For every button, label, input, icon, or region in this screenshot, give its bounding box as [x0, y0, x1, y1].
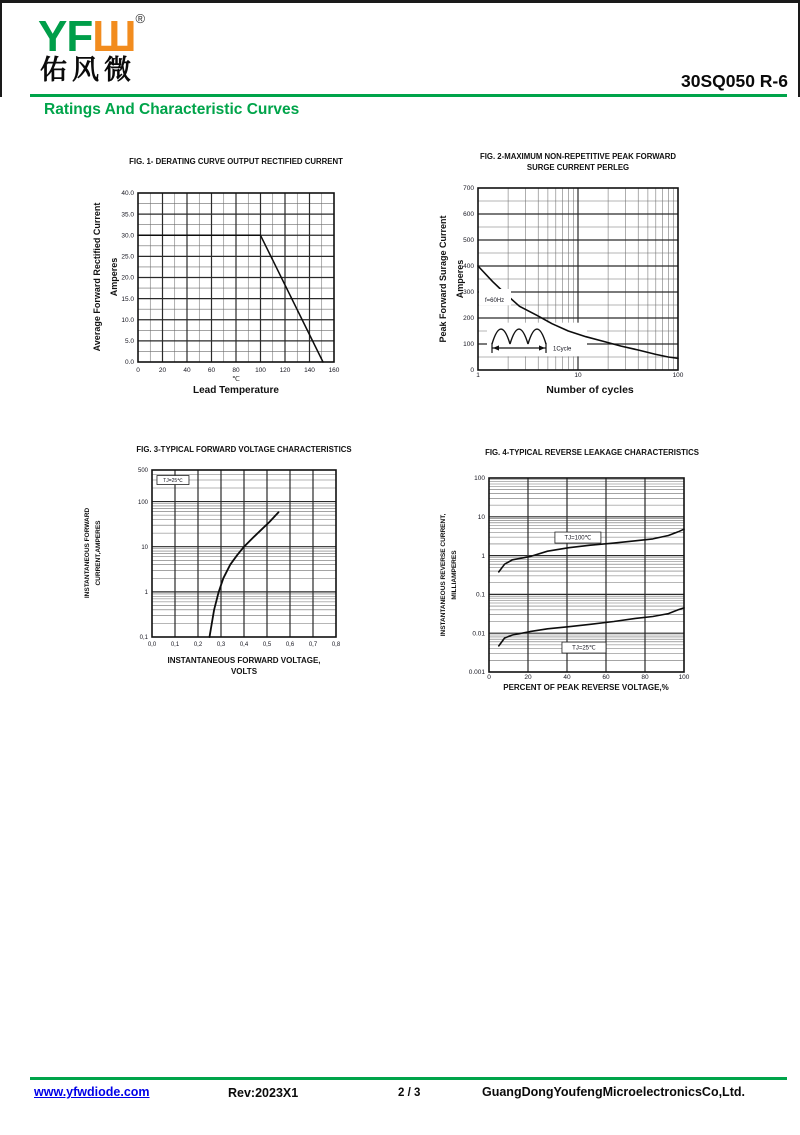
fig2-title-line2: SURGE CURRENT PERLEG — [526, 163, 630, 172]
fig1-y-axis-label-line2: Amperes — [109, 257, 119, 297]
grid-major — [138, 193, 334, 362]
x-tick-label: 0 — [487, 674, 491, 681]
x-tick-label: 0,8 — [331, 642, 341, 648]
y-tick-label: 100 — [137, 499, 148, 506]
header-divider — [30, 94, 787, 97]
company-logo — [38, 12, 144, 59]
fig2-x-axis-label: Number of cycles — [546, 384, 634, 396]
y-tick-label: 0,1 — [139, 635, 148, 642]
y-tick-label: 100 — [463, 341, 474, 349]
y-tick-label: 300 — [463, 289, 474, 297]
x-tick-label: 60 — [602, 674, 610, 681]
revision-label: Rev:2023X1 — [228, 1086, 299, 1100]
y-tick-label: 0 — [470, 367, 474, 375]
y-tick-label: 700 — [463, 185, 474, 193]
logo-chinese-name: 佑风微 — [40, 55, 136, 85]
fig3-y-axis-label-line1: INSTANTANEOUS FORWARD — [84, 507, 91, 599]
x-tick-label: 20 — [158, 367, 167, 374]
x-tick-label: 0,3 — [216, 642, 226, 648]
footer-divider — [30, 1077, 787, 1080]
company-name: GuangDongYoufengMicroelectronicsCo,Ltd. — [482, 1085, 745, 1099]
y-tick-label: 10.0 — [121, 316, 134, 324]
registered-trademark-icon: ® — [135, 11, 145, 26]
x-tick-label: 160 — [328, 367, 340, 374]
website-link[interactable]: www.yfwdiode.com — [34, 1085, 150, 1099]
y-tick-label: 35.0 — [121, 211, 134, 219]
fig1-x-axis-unit: ℃ — [232, 376, 240, 383]
y-tick-label: 0.01 — [472, 630, 485, 638]
y-tick-label: 10 — [141, 544, 148, 551]
fig4-y-axis-label-line1: INSTANTANEOUS REVERSE CURRENT, — [440, 513, 447, 637]
y-tick-label: 0.0 — [124, 359, 134, 367]
annotation-label: TJ=100℃ — [564, 535, 592, 542]
y-tick-label: 30.0 — [121, 232, 134, 240]
y-tick-label: 40.0 — [121, 190, 134, 198]
x-tick-label: 20 — [524, 674, 532, 681]
page-top-border — [0, 0, 800, 3]
y-tick-label: 25.0 — [121, 253, 134, 261]
y-tick-label: 1 — [144, 590, 148, 597]
fig3-x-axis-label-line1: INSTANTANEOUS FORWARD VOLTAGE, — [167, 656, 321, 665]
annotation-label: TJ=25℃ — [163, 478, 183, 485]
page-title: Ratings And Characteristic Curves — [44, 101, 300, 118]
y-tick-label: 15.0 — [121, 295, 134, 303]
fig3-y-axis-label-line2: CURRENT,AMPERES — [95, 520, 102, 586]
annotation-label: f=60Hz — [485, 297, 505, 304]
fig1-x-axis-label: Lead Temperature — [193, 385, 279, 396]
inset-label: 1Cycle — [553, 346, 572, 353]
y-tick-label: 200 — [463, 315, 474, 323]
x-tick-label: 0,6 — [285, 642, 295, 648]
fig3-title: FIG. 3-TYPICAL FORWARD VOLTAGE CHARACTERISTICS — [136, 445, 352, 454]
x-tick-label: 0 — [136, 367, 140, 374]
y-tick-label: 20.0 — [121, 274, 134, 282]
x-tick-label: 0,4 — [239, 642, 249, 648]
fig4-title: FIG. 4-TYPICAL REVERSE LEAKAGE CHARACTERISTICS — [485, 448, 699, 457]
x-tick-label: 10 — [574, 372, 582, 379]
x-tick-label: 0,2 — [193, 642, 203, 648]
y-tick-label: 100 — [474, 475, 485, 483]
y-tick-label: 0.001 — [468, 669, 485, 677]
y-tick-label: 400 — [463, 263, 474, 271]
fig4-y-axis-label-line2: MILLIAMPERES — [451, 550, 458, 600]
y-tick-label: 600 — [463, 211, 474, 219]
x-tick-label: 140 — [304, 367, 315, 374]
x-tick-label: 80 — [641, 674, 649, 681]
page-left-border — [0, 0, 2, 97]
fig4-reverse-leakage-chart — [426, 436, 726, 688]
x-tick-label: 0,5 — [262, 642, 272, 648]
logo-letters-yf: YF — [38, 12, 93, 61]
logo-letter-w: Ш — [92, 12, 136, 61]
x-tick-label: 100 — [255, 367, 266, 374]
fig2-title-line1: FIG. 2-MAXIMUM NON-REPETITIVE PEAK FORWARD — [479, 152, 677, 161]
x-tick-label: 100 — [672, 372, 684, 379]
fig2-y-axis-label-line2: Amperes — [455, 259, 465, 299]
y-tick-label: 500 — [137, 468, 148, 475]
fig2-surge-chart — [426, 146, 726, 398]
x-tick-label: 0,0 — [147, 642, 157, 648]
x-tick-label: 0,7 — [308, 642, 318, 648]
y-tick-label: 1 — [481, 552, 485, 560]
page-number: 2 / 3 — [398, 1087, 421, 1099]
x-tick-label: 120 — [279, 367, 291, 374]
x-tick-label: 0,1 — [170, 642, 180, 648]
fig1-y-axis-label-line1: Average Forward Rectified Current — [92, 202, 102, 352]
y-tick-label: 500 — [463, 237, 474, 245]
y-tick-label: 5.0 — [124, 338, 134, 346]
fig2-y-axis-label-line1: Peak Forward Surage Current — [438, 215, 448, 343]
fig1-title: FIG. 1- DERATING CURVE OUTPUT RECTIFIED CURRENT — [129, 157, 343, 166]
x-tick-label: 40 — [183, 367, 191, 374]
curve-tj-25c — [499, 608, 684, 646]
part-number: 30SQ050 R-6 — [680, 71, 788, 91]
x-tick-label: 40 — [563, 674, 571, 681]
y-tick-label: 0.1 — [475, 591, 485, 599]
x-tick-label: 80 — [232, 367, 240, 374]
fig3-x-axis-label-line2: VOLTS — [230, 667, 258, 676]
annotation-label: TJ=25℃ — [572, 645, 596, 652]
inset-background — [487, 323, 587, 357]
x-tick-label: 100 — [678, 674, 690, 681]
x-tick-label: 1 — [476, 372, 480, 379]
fig4-x-axis-label: PERCENT OF PEAK REVERSE VOLTAGE,% — [503, 683, 669, 692]
y-tick-label: 10 — [477, 514, 485, 521]
x-tick-label: 60 — [207, 367, 216, 374]
